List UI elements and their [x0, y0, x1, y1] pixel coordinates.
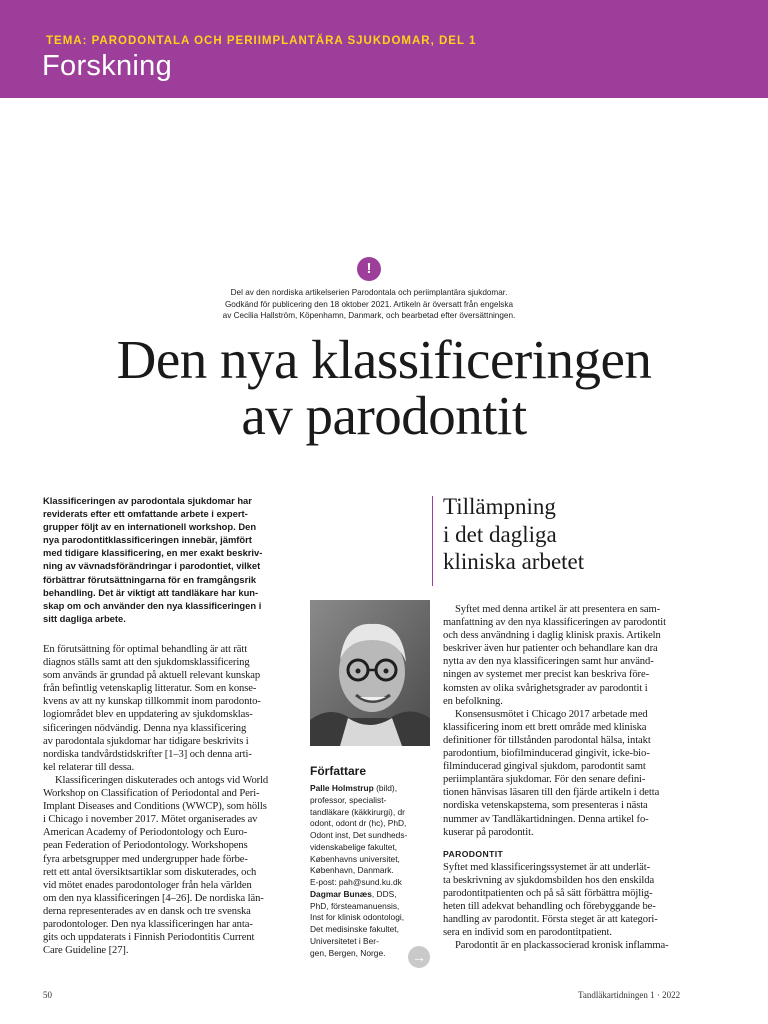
- body-line: nordiska vetenskapstema, som presenteras i nästa: [443, 800, 648, 812]
- body-line: gits och uppdaterats i Finnish Periodontitis Current: [43, 932, 255, 944]
- theme-label: TEMA: PARODONTALA OCH PERIIMPLANTÄRA SJUKDOMAR, DEL 1: [46, 35, 477, 47]
- body-line: Klassificeringen diskuterades och antogs vid World: [55, 774, 269, 786]
- lead-line: behandling. Det är viktigt att tandläkare har kun-: [43, 586, 259, 598]
- author-name: Palle Holmstrup: [310, 783, 374, 793]
- page-number: 50: [43, 990, 52, 1000]
- article-title: [20, 329, 748, 446]
- author-info: [310, 783, 438, 959]
- body-line: American Academy of Periodontology och Euro-: [43, 827, 248, 839]
- author-detail: Københavns universitet,: [310, 853, 400, 864]
- body-line: kvens av att ny kunskap tillkommit inom parodonto-: [43, 696, 261, 708]
- body-line: beskriver även hur patienter och behandlare kan dra: [443, 643, 658, 655]
- body-line: Syftet med denna artikel är att presentera en sam-: [455, 604, 661, 615]
- body-line: fyra arbetsgrupper med undergrupper hade förbe-: [43, 853, 248, 865]
- body-line: om den nya klassificeringen [4–26]. De nordiska län-: [43, 892, 264, 904]
- body-line: från befintlig vetenskaplig litteratur. Som en konse-: [43, 683, 257, 695]
- author-line: [310, 865, 438, 877]
- author-line: [310, 877, 438, 889]
- author-heading: Författare: [310, 764, 367, 778]
- body-line: i Chicago i november 2017. Mötet organiserades av: [43, 814, 258, 826]
- subhead-line: Tillämpning: [443, 494, 556, 519]
- lead-line: grupper följt av en internationell workshop. Den: [43, 521, 257, 533]
- author-line: [310, 818, 438, 830]
- body-line: kuserar på parodontit.: [443, 826, 534, 838]
- body-line: nordiska tandvårdstidskrifter [1–3] och denna arti-: [43, 748, 252, 760]
- exclamation-icon: !: [357, 257, 381, 281]
- publication-notice: [180, 287, 558, 322]
- body-line: och dess användning i daglig klinisk praxis. Artikeln: [443, 630, 661, 642]
- author-detail: gen, Bergen, Norge.: [310, 947, 386, 958]
- author-line: [310, 795, 438, 807]
- subhead-divider: [432, 496, 433, 586]
- body-line: nummer av Tandläkartidningen. Denna artikel fo-: [443, 813, 649, 825]
- author-name: Dagmar Bunæs: [310, 888, 372, 899]
- lead-line: reviderats efter ett omfattande arbete i expert-: [43, 508, 248, 520]
- author-line: [310, 912, 438, 924]
- body-line: sificeringen nödvändig. Denna nya klassificering: [43, 722, 247, 734]
- body-line: Implant Diseases and Conditions (WWCP), som hölls: [43, 801, 267, 813]
- body-line: filminducerad gingival sjukdom, parodontit samt: [443, 761, 646, 773]
- author-detail: , DDS,: [371, 888, 397, 899]
- lead-line: sitt dagliga arbete.: [43, 612, 126, 624]
- body-line: pean Federation of Periodontology. Workshopens: [43, 840, 248, 852]
- body-line: vid mötet enades parodontologer från hela världen: [43, 879, 252, 891]
- author-detail: tandläkare (käkkirurgi), dr: [310, 806, 405, 817]
- author-detail: Inst for klinisk odontologi,: [310, 912, 405, 923]
- body-line: Parodontit är en plackassocierad kronisk inflamma-: [455, 940, 669, 952]
- author-detail: videnskabelige fakultet,: [310, 841, 398, 852]
- body-line: parodontologer. Den nya klassificeringen har antа-: [43, 918, 253, 930]
- author-detail: PhD, försteamanuensis,: [310, 900, 400, 911]
- author-line: [310, 924, 438, 936]
- body-line: komsten av olika svårighetsgrader av parodontit i: [443, 682, 648, 694]
- body-line: En förutsättning för optimal behandling är att rätt: [43, 644, 248, 655]
- body-line: Konsensusmötet i Chicago 2017 arbetade med: [455, 708, 648, 720]
- body-line: logiområdet blev en uppdatering av sjukdomsklas-: [43, 709, 253, 721]
- body-text-left: [43, 643, 303, 957]
- title-line: Den nya klassificeringen: [116, 329, 652, 390]
- lead-line: nya parodontitklassificeringen innebär, jämfört: [43, 534, 252, 546]
- body-line: som används är grundad på aktuell relevant kunskap: [43, 670, 261, 682]
- section-title: Forskning: [42, 50, 173, 82]
- author-detail: professor, specialist-: [310, 794, 387, 805]
- author-detail: Universitetet i Ber-: [310, 935, 379, 946]
- author-line: [310, 842, 438, 854]
- body-line: Syftet med klassificeringssystemet är att underlät-: [443, 861, 651, 873]
- author-photo: [310, 600, 430, 746]
- body-line: parodontitpatienten och på så sätt förbättra möjlig-: [443, 887, 653, 899]
- body-line: heten till adekvat behandling och förebyggande be-: [443, 901, 656, 913]
- author-line: [310, 807, 438, 819]
- body-line: Care Guideline [27].: [43, 945, 129, 957]
- body-line: parodontium, biofilminducerad gingivit, icke-bio-: [443, 748, 650, 760]
- section-subhead: [443, 493, 584, 576]
- author-detail: (bild),: [373, 783, 398, 793]
- lead-line: förbättrar förutsättningarna för en framgångsrik: [43, 573, 257, 585]
- body-line: diagnos ställs samt att den sjukdomsklassificering: [43, 657, 250, 669]
- lead-paragraph: [43, 494, 301, 625]
- body-line: derna representerades av en dansk och tre svenska: [43, 905, 251, 917]
- lead-line: med tidigare klassificering, en mer exakt beskriv-: [43, 547, 263, 559]
- lead-line: ning av vävnadsförändringar i parodontiet, vilket: [43, 560, 261, 572]
- body-line: handling av parodontit. Första steget är att kategori-: [443, 914, 658, 926]
- body-line: av parodontala sjukdomar har tidigare beskrivits i: [43, 735, 249, 747]
- author-line: [310, 854, 438, 866]
- body-line: Workshop on Classification of Periodontal and Peri-: [43, 788, 260, 800]
- subhead-line: i det dagliga: [443, 521, 557, 547]
- title-line: av parodontit: [241, 385, 527, 446]
- notice-line: av Cecilia Hallström, Köpenhamn, Danmark, och bearbetad efter översättningen.: [222, 311, 516, 320]
- body-line: manfattning av den nya klassificeringen av parodontit: [443, 617, 666, 629]
- author-line: [310, 783, 438, 795]
- body-line: nytta av den nya klassificeringen samt hur använd-: [443, 656, 654, 668]
- author-detail: odont, odont dr (hc), PhD,: [310, 818, 407, 829]
- lead-line: Klassificeringen av parodontala sjukdomar har: [43, 495, 252, 506]
- subhead-line: kliniska arbetet: [443, 549, 585, 574]
- body-line: tionen hänvisas läsaren till den fjärde artikeln i detta: [443, 787, 660, 799]
- publication-footer: Tandläkartidningen 1 · 2022: [578, 990, 681, 1000]
- body-line: ningen av systemet mer precist kan beskriva före-: [443, 669, 650, 681]
- body-line: periimplantära sjukdomar. För den senare defini-: [443, 774, 646, 786]
- body-line: sera en individ som en parodontitpatient.: [443, 927, 612, 939]
- author-line: [310, 901, 438, 913]
- subheading-parodontit: PARODONTIT: [443, 848, 504, 859]
- author-detail: København, Danmark.: [310, 865, 394, 876]
- lead-line: skap om och använder den nya klassificeringen i: [43, 599, 262, 611]
- body-line: en befolkning.: [443, 695, 503, 707]
- body-line: ta beskrivning av sjukdomsbilden hos den enskilda: [443, 874, 655, 886]
- author-detail: Odont inst, Det sundheds-: [310, 830, 408, 840]
- notice-line: Godkänd för publicering den 18 oktober 2021. Artikeln är översatt från engelska: [224, 299, 514, 309]
- body-line: rett ett antal översiktsartiklar som diskuterades, och: [43, 866, 257, 878]
- notice-line: Del av den nordiska artikelserien Parodontala och periimplantära sjukdomar.: [230, 288, 508, 297]
- arrow-right-icon: →: [408, 946, 430, 968]
- body-line: definitioner för tillstånden parodontal hälsa, intakt: [443, 734, 651, 746]
- body-line: kel relaterar till dessa.: [43, 761, 135, 773]
- body-line: klassificering inom ett brett område med kliniska: [443, 721, 647, 733]
- author-detail: E-post: pah@sund.ku.dk: [310, 877, 402, 887]
- header-banner: [0, 0, 768, 98]
- body-text-right: [443, 603, 725, 952]
- author-line: [310, 889, 438, 901]
- author-line: [310, 830, 438, 842]
- author-detail: Det medisinske fakultet,: [310, 924, 399, 934]
